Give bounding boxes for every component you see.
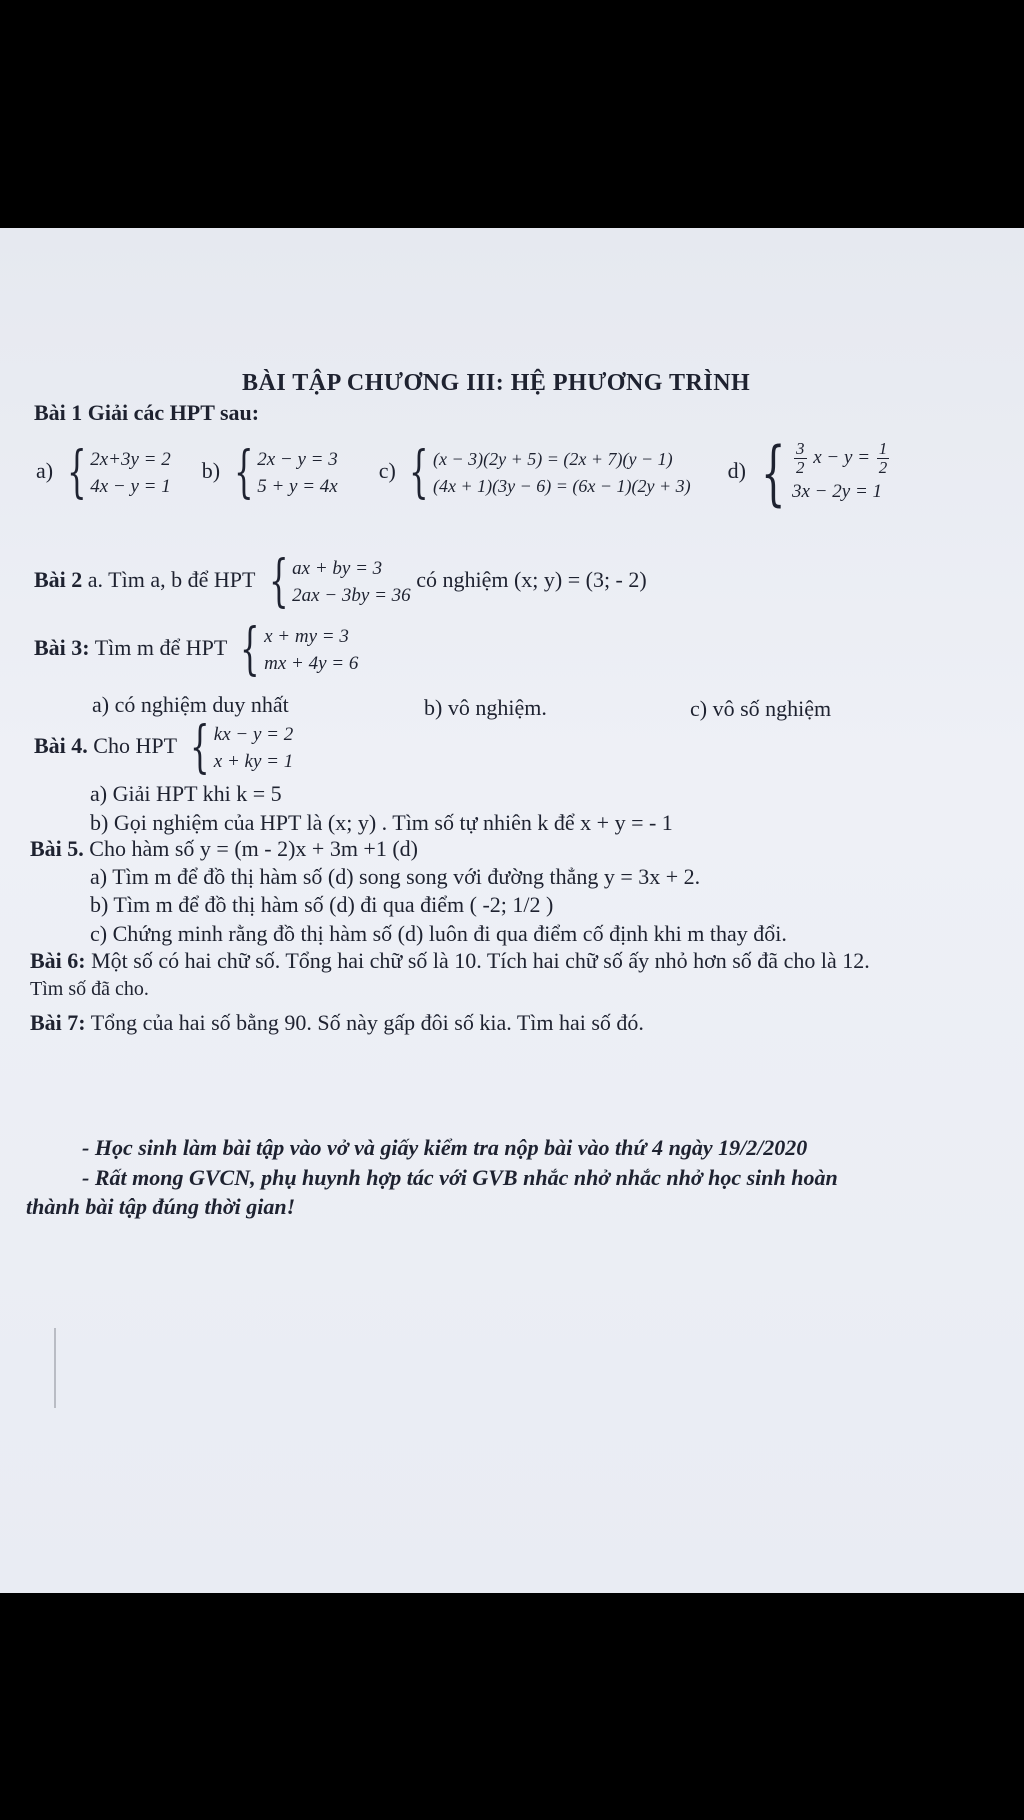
bai4-text-before: Cho HPT <box>93 733 177 759</box>
note-3: thành bài tập đúng thời gian! <box>26 1194 296 1219</box>
bai2-eq1: ax + by = 3 <box>292 558 383 579</box>
bai1-d-eq2: 3x − 2y = 1 <box>792 480 883 502</box>
paper-mark <box>54 1328 56 1408</box>
bai3-row <box>34 617 359 682</box>
bai1-a-label: a) <box>36 458 54 484</box>
bai1-d-system: { $\frac{3}{2}$ x − y = $\frac{1}{2}$ 3x − 2y = 1 <box>751 438 891 508</box>
bai4-eq1: kx − y = 2 <box>213 724 294 745</box>
bai2-text-before: a. Tìm a, b để HPT <box>87 567 256 593</box>
bai7-label: Bài 7: <box>30 1010 86 1035</box>
bai5-part-c: c) Chứng minh rằng đồ thị hàm số (d) luôn đi qua điểm cố định khi m thay đổi. <box>90 921 787 946</box>
bai4-part-a: a) Giải HPT khi k = 5 <box>90 781 282 806</box>
bai6-label: Bài 6: <box>30 948 86 973</box>
bai4-eq2: x + ky = 1 <box>213 751 294 772</box>
bai5-part-a: a) Tìm m để đồ thị hàm số (d) song song với đường thẳng y = 3x + 2. <box>90 864 701 889</box>
page-title: BÀI TẬP CHƯƠNG III: HỆ PHƯƠNG TRÌNH <box>242 370 751 396</box>
bai1-c-system: { (x − 3)(2y + 5) = (2x + 7)(y − 1) (4x + 1)(3y − 6) = (6x − 1)(2y + 3) <box>409 440 691 505</box>
bai1-d-frac1-num: 3 <box>796 438 805 458</box>
note-2: - Rất mong GVCN, phụ huynh hợp tác với GVB nhắc nhở nhắc nhở học sinh hoàn <box>82 1165 838 1190</box>
bai6-row <box>30 948 870 974</box>
bai1-heading: Bài 1 Giải các HPT sau: <box>34 400 260 425</box>
bai4-part-b: b) Gọi nghiệm của HPT là (x; y) . Tìm số tự nhiên k để x + y = - 1 <box>90 810 673 835</box>
bai3-eq1: x + my = 3 <box>264 626 349 647</box>
bai3-option-a: a) có nghiệm duy nhất <box>92 692 289 717</box>
bai1-d-frac1-den: 2 <box>796 457 805 477</box>
bai2-eq2: 2ax − 3by = 36 <box>292 585 411 606</box>
bai4-row <box>34 715 294 780</box>
bai2-row <box>34 549 647 614</box>
bai1-b-eq2: 5 + y = 4x <box>257 476 338 497</box>
bai1-d-label: d) <box>727 458 746 484</box>
bai6-text2: Tìm số đã cho. <box>30 978 149 1000</box>
bai3-label: Bài 3: <box>34 635 90 661</box>
worksheet-paper <box>0 228 1024 1593</box>
bai1-a-eq1: 2x+3y = 2 <box>90 449 171 470</box>
bai3-eq2: mx + 4y = 6 <box>264 653 359 674</box>
bai1-c-label: c) <box>378 458 396 484</box>
bai1-c-eq2: (4x + 1)(3y − 6) = (6x − 1)(2y + 3) <box>432 476 691 496</box>
bai5-row <box>30 836 418 862</box>
bai6-text1: Một số có hai chữ số. Tổng hai chữ số là 10. Tích hai chữ số ấy nhỏ hơn số đã cho là 12. <box>91 948 870 973</box>
bai4-label: Bài 4. <box>34 733 88 759</box>
bai1-b-system: { 2x − y = 3 5 + y = 4x <box>233 440 338 505</box>
bai3-text-before: Tìm m để HPT <box>94 635 227 661</box>
bai7-text: Tổng của hai số bằng 90. Số này gấp đôi số kia. Tìm hai số đó. <box>90 1010 644 1035</box>
bai1-row <box>36 432 891 514</box>
bai1-c-eq1: (x − 3)(2y + 5) = (2x + 7)(y − 1) <box>432 449 673 469</box>
bai1-a-eq2: 4x − y = 1 <box>90 476 171 497</box>
bai4-system: { kx − y = 2 x + ky = 1 <box>190 715 294 780</box>
bai1-b-label: b) <box>201 458 221 484</box>
bai3-option-b: b) vô nghiệm. <box>424 695 547 720</box>
bai5-label: Bài 5. <box>30 836 84 861</box>
bai2-system: { ax + by = 3 2ax − 3by = 36 <box>268 549 411 614</box>
bai1-b-eq1: 2x − y = 3 <box>257 449 338 470</box>
bai3-option-c: c) vô số nghiệm <box>690 696 832 721</box>
bai1-d-frac2-num: 1 <box>878 438 888 458</box>
bai1-d-mid: x − y = <box>813 446 871 468</box>
bai7-row <box>30 1010 644 1036</box>
bai2-label: Bài 2 <box>34 567 83 593</box>
bai1-d-frac2-den: 2 <box>878 457 888 477</box>
bai1-a-system: { 2x+3y = 2 4x − y = 1 <box>66 440 171 505</box>
bai5-text: Cho hàm số y = (m - 2)x + 3m +1 (d) <box>89 836 418 861</box>
bai5-part-b: b) Tìm m để đồ thị hàm số (d) đi qua điểm ( -2; 1/2 ) <box>90 892 554 917</box>
bai3-system: { x + my = 3 mx + 4y = 6 <box>240 617 359 682</box>
bai2-text-after: có nghiệm (x; y) = (3; - 2) <box>416 567 647 593</box>
note-1: - Học sinh làm bài tập vào vở và giấy kiểm tra nộp bài vào thứ 4 ngày 19/2/2020 <box>82 1135 808 1160</box>
